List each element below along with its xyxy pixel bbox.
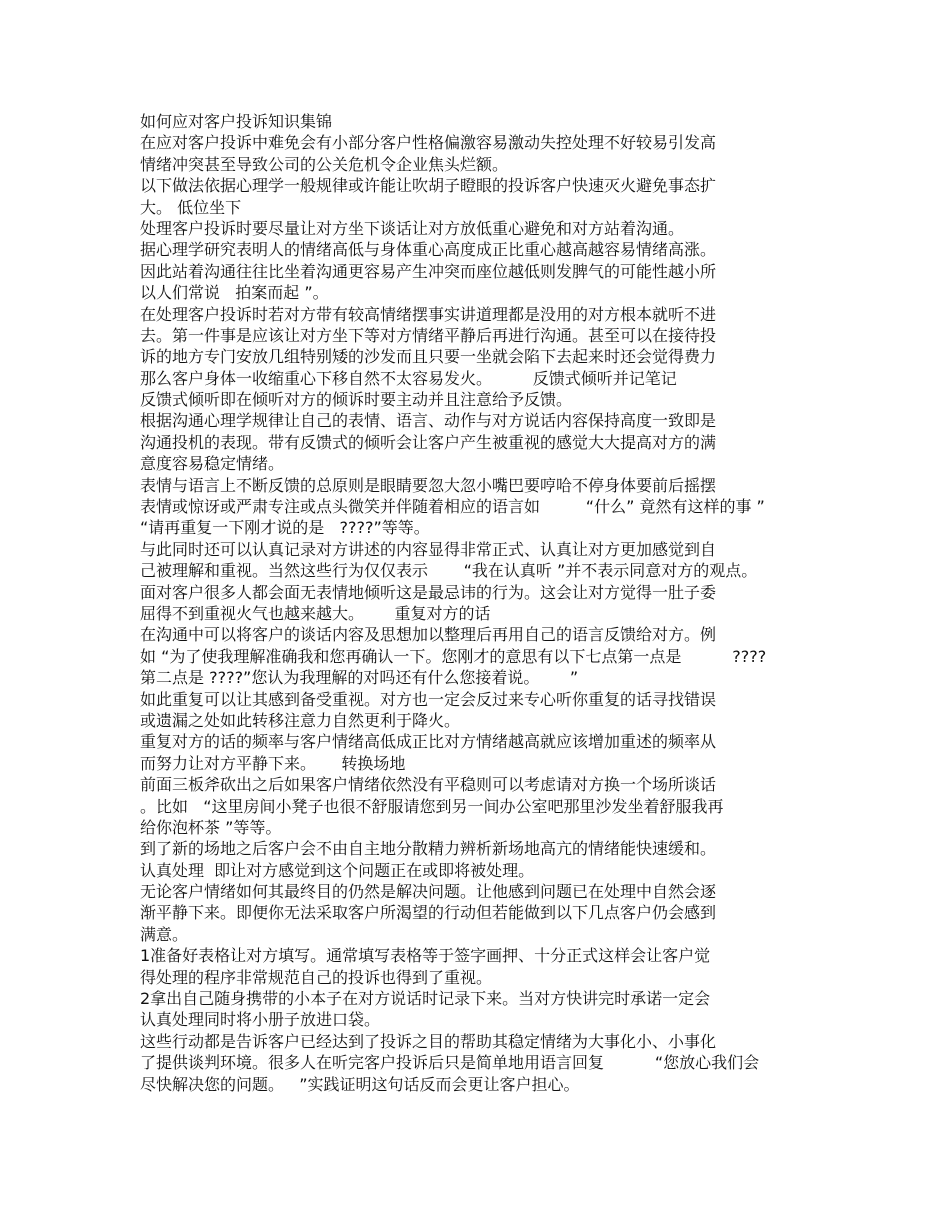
text-line: 。比如 “这里房间小凳子也很不舒服请您到另一间办公室吧那里沙发坐着舒服我再 [140,796,724,816]
text-line: 这些行动都是告诉客户已经达到了投诉之目的帮助其稳定情绪为大事化小、小事化 [140,1031,717,1051]
text-line: 给你泡杯茶 ”等等。 [140,817,282,837]
text-line: 反馈式倾听即在倾听对方的倾诉时要主动并且注意给予反馈。 [140,390,573,410]
text-line: 以人们常说 拍案而起 ”。 [140,283,329,303]
text-line: 在处理客户投诉时若对方带有较高情绪摆事实讲道理都是没用的对方根本就听不进 [140,304,717,324]
text-line: 意度容易稳定情绪。 [140,454,285,474]
document-body [140,111,820,1095]
text-line: 认真处理 即让对方感觉到这个问题正在或即将被处理。 [140,860,535,880]
text-line: 无论客户情绪如何其最终目的仍然是解决问题。让他感到问题已在处理中自然会逐 [140,882,717,902]
text-line: 认真处理同时将小册子放进口袋。 [140,1010,381,1030]
text-line: 处理客户投诉时要尽量让对方坐下谈话让对方放低重心避免和对方站着沟通。 [140,218,685,238]
text-line: 如此重复可以让其感到备受重视。对方也一定会反过来专心听你重复的话寻找错误 [140,689,717,709]
text-line: 而努力让对方平静下来。 转换场地 [140,753,406,773]
text-line: 到了新的场地之后客户会不由自主地分散精力辨析新场地高亢的情绪能快速缓和。 [140,839,717,859]
text-line: 诉的地方专门安放几组特别矮的沙发而且只要一坐就会陷下去起来时还会觉得费力 [140,347,717,367]
text-line: 沟通投机的表现。带有反馈式的倾听会让客户产生被重视的感觉大大提高对方的满 [140,432,717,452]
text-line: 2拿出自己随身携带的小本子在对方说话时记录下来。当对方快讲完时承诺一定会 [140,989,711,1009]
text-line: 去。第一件事是应该让对方坐下等对方情绪平静后再进行沟通。甚至可以在接待投 [140,325,717,345]
text-line: 根据沟通心理学规律让自己的表情、语言、动作与对方说话内容保持高度一致即是 [140,411,717,431]
text-line: 1准备好表格让对方填写。通常填写表格等于签字画押、十分正式这样会让客户觉 [140,946,711,966]
text-line: 在沟通中可以将客户的谈话内容及思想加以整理后再用自己的语言反馈给对方。例 [140,625,717,645]
text-line: 尽快解决您的问题。 ”实践证明这句话反而会更让客户担心。 [140,1074,580,1094]
text-line: 情绪冲突甚至导致公司的公关危机令企业焦头烂额。 [140,154,509,174]
text-line: 或遗漏之处如此转移注意力自然更利于降火。 [140,710,461,730]
text-line: 己被理解和重视。当然这些行为仅仅表示 “我在认真听 ”并不表示同意对方的观点。 [140,561,758,581]
text-line: 第二点是 ????”您认为我理解的对吗还有什么您接着说。 ” [140,668,579,688]
text-line: 得处理的程序非常规范自己的投诉也得到了重视。 [140,967,493,987]
text-line: 表情或惊讶或严肃专注或点头微笑并伴随着相应的语言如 “什么” 竟然有这样的事 ” [140,497,765,517]
text-line: 屈得不到重视火气也越来越大。 重复对方的话 [140,603,491,623]
text-line: 满意。 [140,924,189,944]
text-line: 前面三板斧砍出之后如果客户情绪依然没有平稳则可以考虑请对方换一个场所谈话 [140,775,717,795]
text-line: 面对客户很多人都会面无表情地倾听这是最忌讳的行为。这会让对方觉得一肚子委 [140,582,717,602]
text-line: 那么客户身体一收缩重心下移自然不太容易发火。 反馈式倾听并记笔记 [140,368,677,388]
text-line: 大。 低位坐下 [140,197,242,217]
text-line: 表情与语言上不断反馈的总原则是眼睛要忽大忽小嘴巴要哼哈不停身体要前后摇摆 [140,475,717,495]
text-line: 重复对方的话的频率与客户情绪高低成正比对方情绪越高就应该增加重述的频率从 [140,732,717,752]
text-line: 在应对客户投诉中难免会有小部分客户性格偏激容易激动失控处理不好较易引发高 [140,133,717,153]
text-line: 以下做法依据心理学一般规律或许能让吹胡子瞪眼的投诉客户快速灭火避免事态扩 [140,176,717,196]
text-line: 了提供谈判环境。很多人在听完客户投诉后只是简单地用语言回复 “您放心我们会 [140,1053,760,1073]
document-title: 如何应对客户投诉知识集锦 [140,112,333,131]
text-line: 如 “为了使我理解准确我和您再确认一下。您刚才的意思有以下七点第一点是 ???? [140,646,767,666]
text-line: 与此同时还可以认真记录对方讲述的内容显得非常正式、认真让对方更加感觉到自 [140,539,717,559]
text-line: 据心理学研究表明人的情绪高低与身体重心高度成正比重心越高越容易情绪高涨。 [140,240,717,260]
text-line: 渐平静下来。即便你无法采取客户所渴望的行动但若能做到以下几点客户仍会感到 [140,903,717,923]
text-line: 因此站着沟通往往比坐着沟通更容易产生冲突而座位越低则发脾气的可能性越小所 [140,261,717,281]
text-line: “请再重复一下刚才说的是 ????”等等。 [140,518,430,538]
